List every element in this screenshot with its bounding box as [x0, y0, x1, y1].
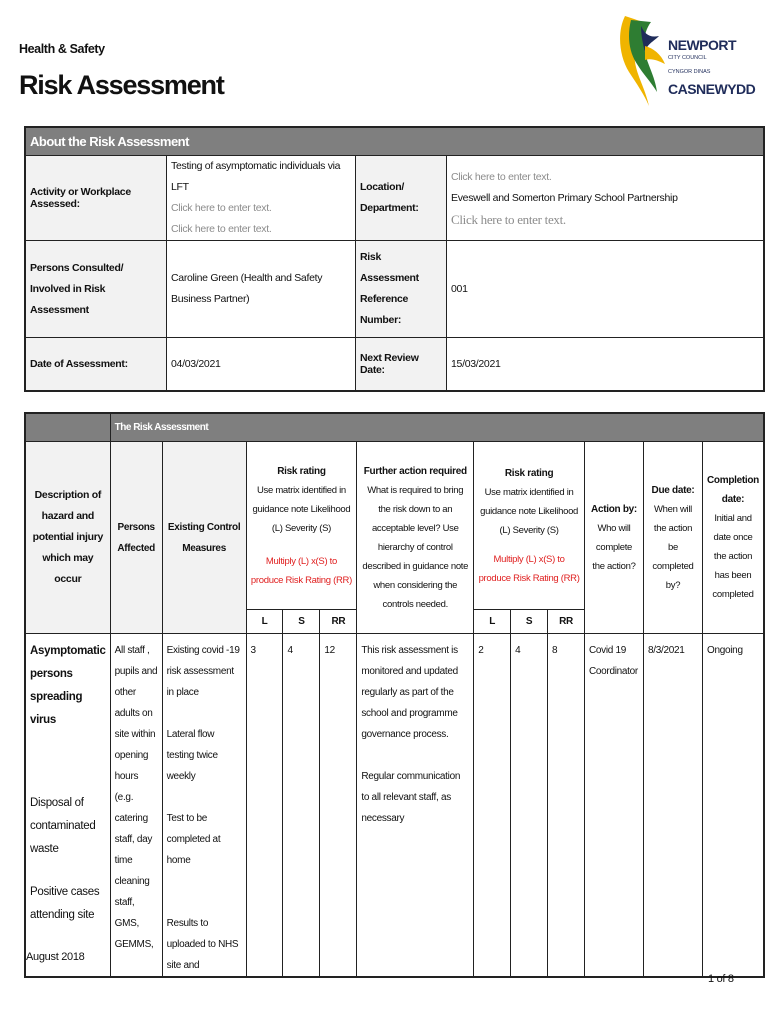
- review-date-value[interactable]: 15/03/2021: [447, 338, 765, 391]
- residual-rr[interactable]: 8: [548, 634, 585, 978]
- location-placeholder-2[interactable]: Click here to enter text.: [451, 211, 566, 227]
- activity-value: Testing of asymptomatic individuals via LFT: [171, 160, 341, 193]
- hazard-waste: Disposal of contaminated waste: [30, 797, 96, 855]
- logo-line-1: NEWPORT: [668, 37, 737, 53]
- rating-rr[interactable]: 12: [320, 634, 357, 978]
- further-action-desc: What is required to bring the risk down to an acceptable level? Use hierarchy of control described in guidance note when considering the controls needed.: [362, 484, 469, 610]
- persons-consulted-label: Persons Consulted/ Involved in Risk Assessment: [25, 241, 167, 338]
- due-date-title: Due date:: [651, 484, 695, 496]
- about-heading: About the Risk Assessment: [25, 127, 764, 156]
- controls-cell[interactable]: [162, 634, 246, 978]
- activity-label: Activity or Workplace Assessed:: [25, 156, 167, 241]
- dragon-emblem-icon: [615, 12, 667, 108]
- persons-affected[interactable]: All staff , pupils and other adults on site within opening hours (e.g. catering staff, day time cleaning staff, GMS, GEMMS,: [110, 634, 162, 978]
- risk-heading: The Risk Assessment: [110, 413, 764, 442]
- col-controls: Existing Control Measures: [162, 442, 246, 634]
- heading-spacer: [25, 413, 110, 442]
- activity-cell[interactable]: [167, 156, 356, 241]
- col-completion-date: [703, 442, 765, 634]
- further-action-2: Regular communication to all relevant staff, as necessary: [361, 771, 461, 824]
- logo-line-4: CASNEWYDD: [668, 81, 756, 97]
- risk-rating-formula: Multiply (L) x(S) to produce Risk Rating (RR): [250, 555, 352, 586]
- col-residual-rating: [474, 442, 585, 610]
- location-cell[interactable]: [447, 156, 765, 241]
- further-action-cell[interactable]: [357, 634, 474, 978]
- control-4: Results to uploaded to NHS site and: [166, 918, 239, 971]
- residual-rating-title: Risk rating: [504, 467, 554, 479]
- col-action-by: [584, 442, 643, 634]
- risk-rating-desc: Use matrix identified in guidance note Likelihood (L) Severity (S): [252, 484, 351, 534]
- date-value[interactable]: 04/03/2021: [167, 338, 356, 391]
- page-title: Risk Assessment: [19, 70, 224, 100]
- reference-label: Risk Assessment Reference Number:: [356, 241, 447, 338]
- rating-l[interactable]: 3: [246, 634, 283, 978]
- control-1: Existing covid -19 risk assessment in place: [166, 645, 240, 698]
- col-s: S: [283, 610, 320, 634]
- col-further-action: [357, 442, 474, 634]
- residual-rating-desc: Use matrix identified in guidance note Likelihood (L) Severity (S): [480, 486, 579, 536]
- reference-value[interactable]: 001: [447, 241, 765, 338]
- col-s-residual: S: [511, 610, 548, 634]
- col-hazard: Description of hazard and potential injury which may occur: [25, 442, 110, 634]
- completion-date-title: Completion date:: [707, 475, 759, 505]
- hazard-title: Asymptomatic persons spreading virus: [30, 645, 106, 726]
- about-table: [24, 126, 765, 392]
- location-placeholder[interactable]: Click here to enter text.: [451, 170, 552, 183]
- col-persons: Persons Affected: [110, 442, 162, 634]
- col-rr-residual: RR: [548, 610, 585, 634]
- col-rr: RR: [320, 610, 357, 634]
- col-risk-rating: [246, 442, 357, 610]
- residual-s[interactable]: 4: [511, 634, 548, 978]
- control-2: Lateral flow testing twice weekly: [166, 729, 218, 782]
- activity-placeholder-1[interactable]: Click here to enter text.: [171, 202, 272, 214]
- due-date-value[interactable]: 8/3/2021: [643, 634, 702, 978]
- risk-table: [24, 412, 765, 978]
- footer-date: August 2018: [26, 951, 85, 963]
- further-action-title: Further action required: [363, 465, 467, 477]
- section-pretitle: Health & Safety: [19, 42, 105, 56]
- logo-line-2: CITY COUNCIL: [668, 55, 707, 61]
- review-date-label: Next Review Date:: [356, 338, 447, 391]
- persons-consulted-value[interactable]: Caroline Green (Health and Safety Business Partner): [167, 241, 356, 338]
- activity-placeholder-2[interactable]: Click here to enter text.: [171, 223, 272, 235]
- action-by-title: Action by:: [591, 503, 637, 515]
- hazard-cell[interactable]: [25, 634, 110, 978]
- location-value: Eveswell and Somerton Primary School Partnership: [451, 191, 678, 204]
- action-by-value[interactable]: Covid 19 Coordinator: [584, 634, 643, 978]
- location-label: Location/ Department:: [356, 156, 447, 241]
- due-date-desc: When will the action be completed by?: [652, 503, 694, 591]
- further-action-1: This risk assessment is monitored and updated regularly as part of the school and programme governance process.: [361, 645, 458, 740]
- col-l: L: [246, 610, 283, 634]
- rating-s[interactable]: 4: [283, 634, 320, 978]
- logo-line-3: CYNGOR DINAS: [668, 69, 711, 75]
- hazard-positive-cases: Positive cases attending site: [30, 886, 100, 921]
- action-by-desc: Who will complete the action?: [592, 522, 636, 572]
- risk-rating-title: Risk rating: [277, 465, 326, 477]
- completion-value[interactable]: Ongoing: [703, 634, 765, 978]
- council-logo: [615, 12, 755, 108]
- table-row: [25, 634, 764, 978]
- residual-l[interactable]: 2: [474, 634, 511, 978]
- page-number: 1 of 8: [708, 973, 734, 985]
- completion-date-desc: Initial and date once the action has been completed: [712, 513, 754, 600]
- col-l-residual: L: [474, 610, 511, 634]
- control-3: Test to be completed at home: [166, 813, 221, 866]
- residual-rating-formula: Multiply (L) x(S) to produce Risk Rating (RR): [478, 553, 580, 584]
- date-label: Date of Assessment:: [25, 338, 167, 391]
- col-due-date: [643, 442, 702, 634]
